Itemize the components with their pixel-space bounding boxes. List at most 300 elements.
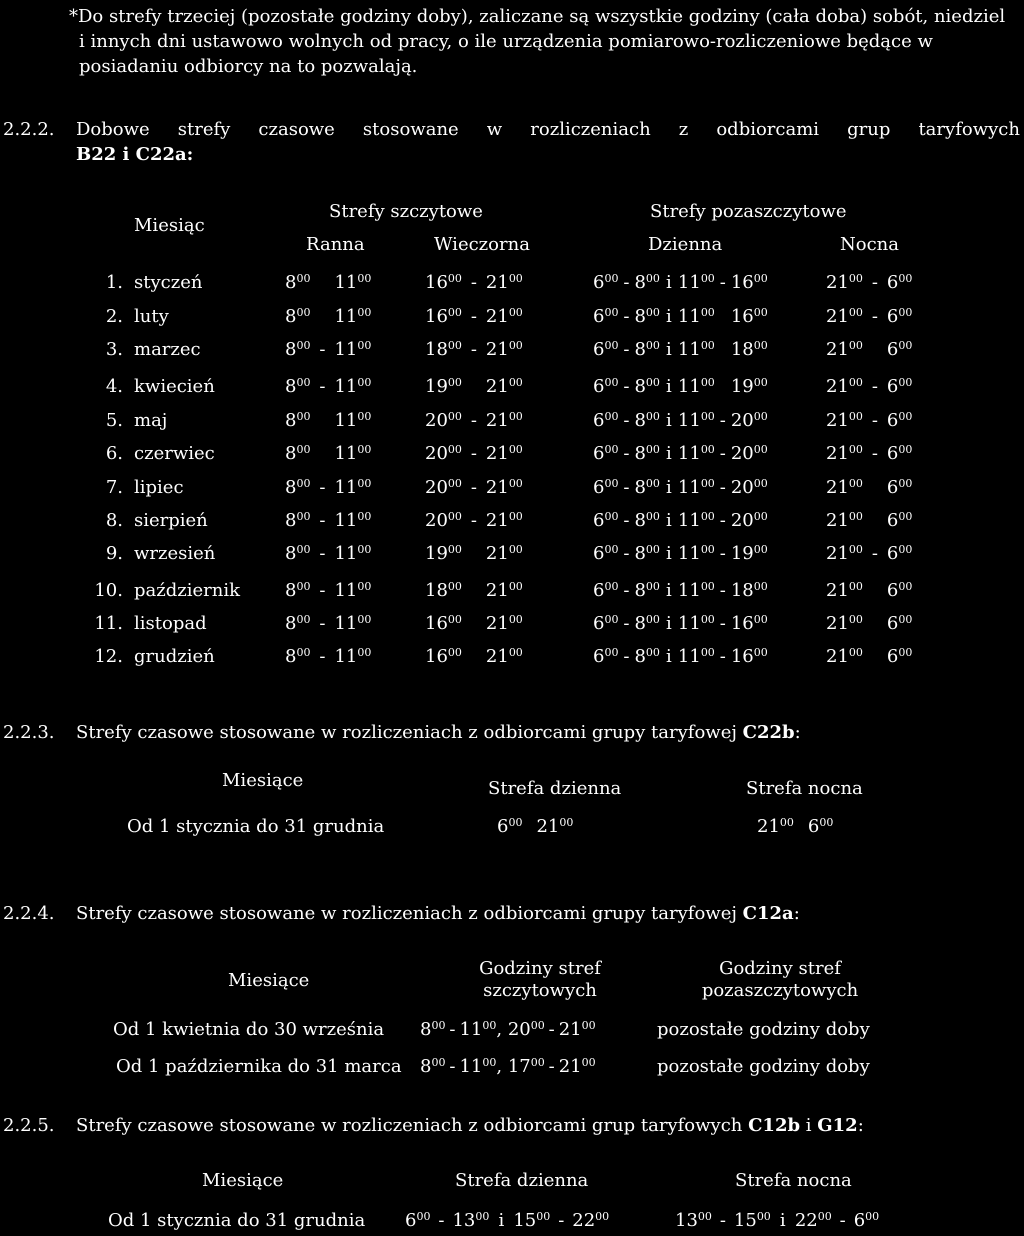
morning-peak — [285, 510, 371, 532]
minutes: 00 — [508, 580, 523, 593]
hour: $6^{00}$ — [807, 816, 834, 837]
minutes: 00 — [898, 613, 913, 626]
table-row — [0, 306, 1024, 330]
hour: $16^{00}$ — [425, 613, 462, 634]
separator: i — [666, 477, 672, 498]
header-months: Miesiące — [202, 1170, 284, 1191]
hour: $21^{00}$ — [826, 339, 863, 360]
hour: $8^{00}$ — [285, 510, 311, 531]
day-offpeak — [593, 646, 768, 668]
separator: - — [719, 272, 726, 293]
minutes: 00 — [357, 510, 372, 523]
minutes: 00 — [508, 339, 523, 352]
hour: $6^{00}$ — [593, 613, 619, 634]
minutes: 00 — [508, 477, 523, 490]
night-offpeak — [826, 543, 912, 565]
month-name: lipiec — [134, 477, 184, 498]
hour: $6^{00}$ — [886, 443, 913, 464]
hour: $8^{00}$ — [634, 339, 660, 360]
night-offpeak — [826, 646, 912, 668]
month-name: luty — [134, 306, 169, 327]
hour: $22^{00}$ — [572, 1210, 610, 1231]
hour: $11^{00}$ — [677, 376, 715, 397]
separator: - — [871, 306, 878, 327]
minutes: 00 — [296, 477, 311, 490]
offpeak-hours: pozostałe godziny doby — [657, 1019, 870, 1040]
minutes: 00 — [296, 272, 311, 285]
separator: - — [719, 1210, 726, 1231]
hour: $16^{00}$ — [730, 306, 768, 327]
separator: i — [666, 339, 672, 360]
morning-peak — [285, 543, 371, 565]
hour: $6^{00}$ — [593, 410, 619, 431]
hour: $11^{00}$ — [677, 410, 715, 431]
title-word: odbiorcami — [716, 119, 820, 140]
month-name: sierpień — [134, 510, 208, 531]
row-number: 9. — [105, 543, 123, 564]
hour: $19^{00}$ — [425, 543, 462, 564]
hour: $17^{00}$ — [507, 1056, 545, 1077]
minutes: 00 — [700, 376, 715, 389]
hour: $8^{00}$ — [634, 613, 660, 634]
minutes: 00 — [753, 443, 768, 456]
minutes: 00 — [447, 646, 462, 659]
morning-peak — [285, 272, 371, 294]
hour: $8^{00}$ — [285, 410, 311, 431]
separator: - — [470, 306, 477, 327]
evening-peak — [425, 306, 523, 328]
hour: $6^{00}$ — [886, 646, 913, 667]
minutes: 00 — [700, 306, 715, 319]
minutes: 00 — [296, 543, 311, 556]
row-months: Od 1 stycznia do 31 grudnia — [127, 816, 385, 837]
hour: $8^{00}$ — [285, 339, 311, 360]
hour: $20^{00}$ — [730, 477, 768, 498]
table-row — [0, 339, 1024, 363]
hour: $6^{00}$ — [593, 443, 619, 464]
minutes: 00 — [700, 477, 715, 490]
title-word: stosowane — [362, 119, 459, 140]
minutes: 00 — [357, 306, 372, 319]
row-months: Od 1 października do 31 marca — [116, 1056, 402, 1077]
separator: - — [623, 613, 630, 634]
minutes: 00 — [898, 543, 913, 556]
header-evening: Wieczorna — [434, 234, 530, 255]
minutes: 00 — [898, 410, 913, 423]
minutes: 00 — [898, 477, 913, 490]
hour: $11^{00}$ — [459, 1056, 497, 1077]
hour: $8^{00}$ — [285, 543, 311, 564]
hour: $6^{00}$ — [886, 410, 913, 431]
footnote-line: *Do strefy trzeciej (pozostałe godziny doby), zaliczane są wszystkie godziny (cała doba) sobót, niedziel — [69, 6, 1006, 27]
minutes: 00 — [848, 376, 863, 389]
hour: $18^{00}$ — [730, 580, 768, 601]
separator: - — [623, 306, 630, 327]
footnote-line: posiadaniu odbiorcy na to pozwalają. — [79, 56, 418, 77]
hour: $11^{00}$ — [334, 477, 372, 498]
hour: $11^{00}$ — [334, 272, 372, 293]
header-peak: Strefy szczytowe — [329, 201, 483, 222]
header-peak-hours: Godziny stref szczytowych — [479, 958, 601, 1001]
minutes: 00 — [645, 510, 660, 523]
minutes: 00 — [700, 339, 715, 352]
hour: $8^{00}$ — [634, 543, 660, 564]
minutes: 00 — [296, 306, 311, 319]
hour: $21^{00}$ — [558, 1019, 596, 1040]
hour: $8^{00}$ — [634, 272, 660, 293]
separator: - — [719, 510, 726, 531]
minutes: 00 — [604, 410, 619, 423]
minutes: 00 — [447, 306, 462, 319]
hour: $21^{00}$ — [826, 306, 863, 327]
hour: $6^{00}$ — [497, 816, 523, 837]
table-row — [0, 1019, 1024, 1043]
hour: $8^{00}$ — [285, 443, 311, 464]
minutes: 00 — [848, 613, 863, 626]
hour: $20^{00}$ — [730, 410, 768, 431]
hour: $6^{00}$ — [886, 339, 913, 360]
separator: - — [623, 376, 630, 397]
hour: $6^{00}$ — [593, 272, 619, 293]
table-row — [0, 646, 1024, 670]
hour: $8^{00}$ — [420, 1056, 446, 1077]
title-word: strefy — [177, 119, 231, 140]
hour: $11^{00}$ — [334, 410, 372, 431]
hour: $21^{00}$ — [757, 816, 794, 837]
minutes: 00 — [431, 1056, 446, 1069]
evening-peak — [425, 646, 523, 668]
evening-peak — [425, 339, 523, 361]
minutes: 00 — [296, 646, 311, 659]
hour: $6^{00}$ — [886, 580, 913, 601]
evening-peak — [425, 477, 523, 499]
hour: $8^{00}$ — [634, 646, 660, 667]
separator: i — [666, 613, 672, 634]
separator: - — [470, 510, 477, 531]
separator: - — [319, 376, 326, 397]
hour: $18^{00}$ — [730, 339, 768, 360]
evening-peak — [425, 613, 523, 635]
minutes: 00 — [604, 339, 619, 352]
separator: - — [470, 339, 477, 360]
section-title: Strefy czasowe stosowane w rozliczeniach z odbiorcami grupy taryfowej C12a: — [76, 903, 800, 924]
minutes: 00 — [530, 1019, 545, 1032]
month-name: czerwiec — [134, 443, 215, 464]
minutes: 00 — [296, 613, 311, 626]
minutes: 00 — [898, 580, 913, 593]
row-number: 7. — [105, 477, 123, 498]
minutes: 00 — [898, 306, 913, 319]
separator: - — [623, 477, 630, 498]
night-offpeak — [826, 443, 912, 465]
section-title: Strefy czasowe stosowane w rozliczeniach z odbiorcami grupy taryfowej C22b: — [76, 722, 801, 743]
table-row — [0, 410, 1024, 434]
hour: $15^{00}$ — [513, 1210, 551, 1231]
title-word: grup — [847, 119, 891, 140]
minutes: 00 — [848, 510, 863, 523]
minutes: 00 — [645, 477, 660, 490]
row-number: 6. — [105, 443, 123, 464]
separator: - — [449, 1019, 456, 1040]
hour: $21^{00}$ — [485, 580, 523, 601]
day-offpeak — [593, 306, 768, 328]
hour: $16^{00}$ — [425, 272, 462, 293]
minutes: 00 — [645, 580, 660, 593]
separator: - — [623, 646, 630, 667]
minutes: 00 — [848, 339, 863, 352]
hour: $21^{00}$ — [485, 272, 523, 293]
minutes: 00 — [753, 306, 768, 319]
section-number: 2.2.4. — [3, 903, 55, 924]
minutes: 00 — [753, 613, 768, 626]
hour: $21^{00}$ — [485, 613, 523, 634]
minutes: 00 — [357, 477, 372, 490]
minutes: 00 — [296, 580, 311, 593]
month-name: październik — [134, 580, 241, 601]
minutes: 00 — [700, 580, 715, 593]
hour: $11^{00}$ — [334, 646, 372, 667]
minutes: 00 — [604, 646, 619, 659]
hour: $21^{00}$ — [826, 272, 863, 293]
hour: $16^{00}$ — [425, 646, 462, 667]
hour: $21^{00}$ — [485, 477, 523, 498]
minutes: 00 — [581, 1056, 596, 1069]
hour: $6^{00}$ — [593, 376, 619, 397]
separator: - — [548, 1019, 555, 1040]
minutes: 00 — [508, 646, 523, 659]
minutes: 00 — [604, 272, 619, 285]
separator: - — [719, 613, 726, 634]
day-offpeak — [593, 510, 768, 532]
separator: - — [319, 477, 326, 498]
separator: - — [449, 1056, 456, 1077]
minutes: 00 — [604, 510, 619, 523]
hour: $11^{00}$ — [677, 580, 715, 601]
morning-peak — [285, 306, 371, 328]
separator: - — [719, 410, 726, 431]
minutes: 00 — [645, 339, 660, 352]
night-offpeak — [826, 272, 912, 294]
hour: $8^{00}$ — [285, 272, 311, 293]
separator: - — [839, 1210, 846, 1231]
hour: $13^{00}$ — [452, 1210, 490, 1231]
hour: $21^{00}$ — [485, 443, 523, 464]
minutes: 00 — [898, 646, 913, 659]
separator: - — [871, 543, 878, 564]
day-offpeak — [593, 443, 768, 465]
night-zone-hours — [675, 1210, 879, 1232]
minutes: 00 — [645, 613, 660, 626]
minutes: 00 — [645, 306, 660, 319]
day-zone-hours — [405, 1210, 609, 1232]
separator: - — [558, 1210, 565, 1231]
minutes: 00 — [645, 646, 660, 659]
separator: i — [666, 646, 672, 667]
minutes: 00 — [595, 1210, 610, 1223]
minutes: 00 — [753, 376, 768, 389]
evening-peak — [425, 272, 523, 294]
table-row — [0, 477, 1024, 501]
hour: $21^{00}$ — [485, 410, 523, 431]
hour: $21^{00}$ — [558, 1056, 596, 1077]
minutes: 00 — [604, 543, 619, 556]
minutes: 00 — [447, 272, 462, 285]
section-title: Strefy czasowe stosowane w rozliczeniach z odbiorcami grup taryfowych C12b i G12: — [76, 1115, 864, 1136]
minutes: 00 — [604, 306, 619, 319]
hour: $6^{00}$ — [886, 376, 913, 397]
separator: - — [470, 477, 477, 498]
offpeak-hours: pozostałe godziny doby — [657, 1056, 870, 1077]
hour: $16^{00}$ — [730, 272, 768, 293]
evening-peak — [425, 543, 523, 565]
hour: $8^{00}$ — [634, 376, 660, 397]
hour: $19^{00}$ — [730, 376, 768, 397]
evening-peak — [425, 376, 523, 398]
table-row — [0, 613, 1024, 637]
hour: $11^{00}$ — [334, 613, 372, 634]
hour: $22^{00}$ — [794, 1210, 832, 1231]
minutes: 00 — [508, 272, 523, 285]
minutes: 00 — [700, 543, 715, 556]
minutes: 00 — [700, 646, 715, 659]
peak-hours — [420, 1056, 596, 1078]
day-offpeak — [593, 376, 768, 398]
minutes: 00 — [508, 510, 523, 523]
minutes: 00 — [416, 1210, 431, 1223]
title-word: z — [678, 119, 689, 140]
minutes: 00 — [753, 510, 768, 523]
minutes: 00 — [604, 580, 619, 593]
day-offpeak — [593, 613, 768, 635]
separator: - — [623, 410, 630, 431]
minutes: 00 — [817, 1210, 832, 1223]
header-months: Miesiące — [222, 770, 304, 791]
separator: - — [719, 543, 726, 564]
minutes: 00 — [604, 443, 619, 456]
minutes: 00 — [848, 543, 863, 556]
minutes: 00 — [357, 646, 372, 659]
minutes: 00 — [604, 376, 619, 389]
header-months: Miesiące — [228, 970, 310, 991]
title-word: taryfowych — [918, 119, 1020, 140]
section-title-line2: B22 i C22a: — [76, 144, 194, 165]
evening-peak — [425, 410, 523, 432]
hour: $11^{00}$ — [334, 339, 372, 360]
separator: - — [319, 510, 326, 531]
minutes: 00 — [898, 272, 913, 285]
hour: $8^{00}$ — [634, 580, 660, 601]
hour: $6^{00}$ — [886, 543, 913, 564]
separator: - — [623, 543, 630, 564]
hour: $6^{00}$ — [593, 646, 619, 667]
hour: $21^{00}$ — [826, 376, 863, 397]
hour: $21^{00}$ — [485, 306, 523, 327]
minutes: 00 — [508, 443, 523, 456]
minutes: 00 — [848, 580, 863, 593]
month-name: grudzień — [134, 646, 215, 667]
month-name: listopad — [134, 613, 207, 634]
hour: $6^{00}$ — [886, 477, 913, 498]
minutes: 00 — [475, 1210, 490, 1223]
hour: $8^{00}$ — [285, 376, 311, 397]
minutes: 00 — [645, 410, 660, 423]
separator: - — [623, 510, 630, 531]
minutes: 00 — [604, 477, 619, 490]
hour: $6^{00}$ — [405, 1210, 431, 1231]
month-name: marzec — [134, 339, 201, 360]
hour: $19^{00}$ — [730, 543, 768, 564]
minutes: 00 — [645, 376, 660, 389]
minutes: 00 — [645, 443, 660, 456]
minutes: 00 — [559, 816, 574, 829]
table-row — [0, 543, 1024, 567]
separator: - — [319, 339, 326, 360]
minutes: 00 — [447, 376, 462, 389]
hour: $21^{00}$ — [826, 477, 863, 498]
table-row — [0, 580, 1024, 604]
hour: $11^{00}$ — [677, 272, 715, 293]
hour: $21^{00}$ — [826, 543, 863, 564]
hour: $6^{00}$ — [886, 306, 913, 327]
separator: - — [719, 580, 726, 601]
minutes: 00 — [357, 613, 372, 626]
morning-peak — [285, 477, 371, 499]
separator: - — [871, 272, 878, 293]
hour: $16^{00}$ — [730, 613, 768, 634]
hour: $6^{00}$ — [593, 339, 619, 360]
minutes: 00 — [848, 477, 863, 490]
separator: - — [719, 646, 726, 667]
minutes: 00 — [431, 1019, 446, 1032]
minutes: 00 — [357, 543, 372, 556]
hour: $6^{00}$ — [593, 477, 619, 498]
hour: $11^{00}$ — [677, 613, 715, 634]
hour: $11^{00}$ — [677, 339, 715, 360]
night-offpeak — [826, 339, 912, 361]
header-night-zone: Strefa nocna — [746, 778, 863, 799]
minutes: 00 — [848, 646, 863, 659]
hour: $8^{00}$ — [285, 580, 311, 601]
minutes: 00 — [357, 376, 372, 389]
separator: - — [719, 443, 726, 464]
minutes: 00 — [848, 443, 863, 456]
morning-peak — [285, 339, 371, 361]
header-day-zone: Strefa dzienna — [488, 778, 622, 799]
month-name: kwiecień — [134, 376, 215, 397]
hour: $11^{00}$ — [677, 306, 715, 327]
minutes: 00 — [753, 580, 768, 593]
separator: i — [666, 580, 672, 601]
minutes: 00 — [447, 410, 462, 423]
hour: $11^{00}$ — [334, 543, 372, 564]
day-offpeak — [593, 339, 768, 361]
hour: $13^{00}$ — [675, 1210, 712, 1231]
minutes: 00 — [753, 477, 768, 490]
night-offpeak — [826, 410, 912, 432]
hour: $11^{00}$ — [334, 376, 372, 397]
footnote — [69, 4, 1019, 79]
minutes: 00 — [819, 816, 834, 829]
row-number: 3. — [105, 339, 123, 360]
minutes: 00 — [581, 1019, 596, 1032]
morning-peak — [285, 443, 371, 465]
header-morning: Ranna — [306, 234, 365, 255]
minutes: 00 — [898, 376, 913, 389]
morning-peak — [285, 376, 371, 398]
section-number: 2.2.2. — [3, 119, 55, 140]
separator: - — [470, 410, 477, 431]
minutes: 00 — [296, 376, 311, 389]
